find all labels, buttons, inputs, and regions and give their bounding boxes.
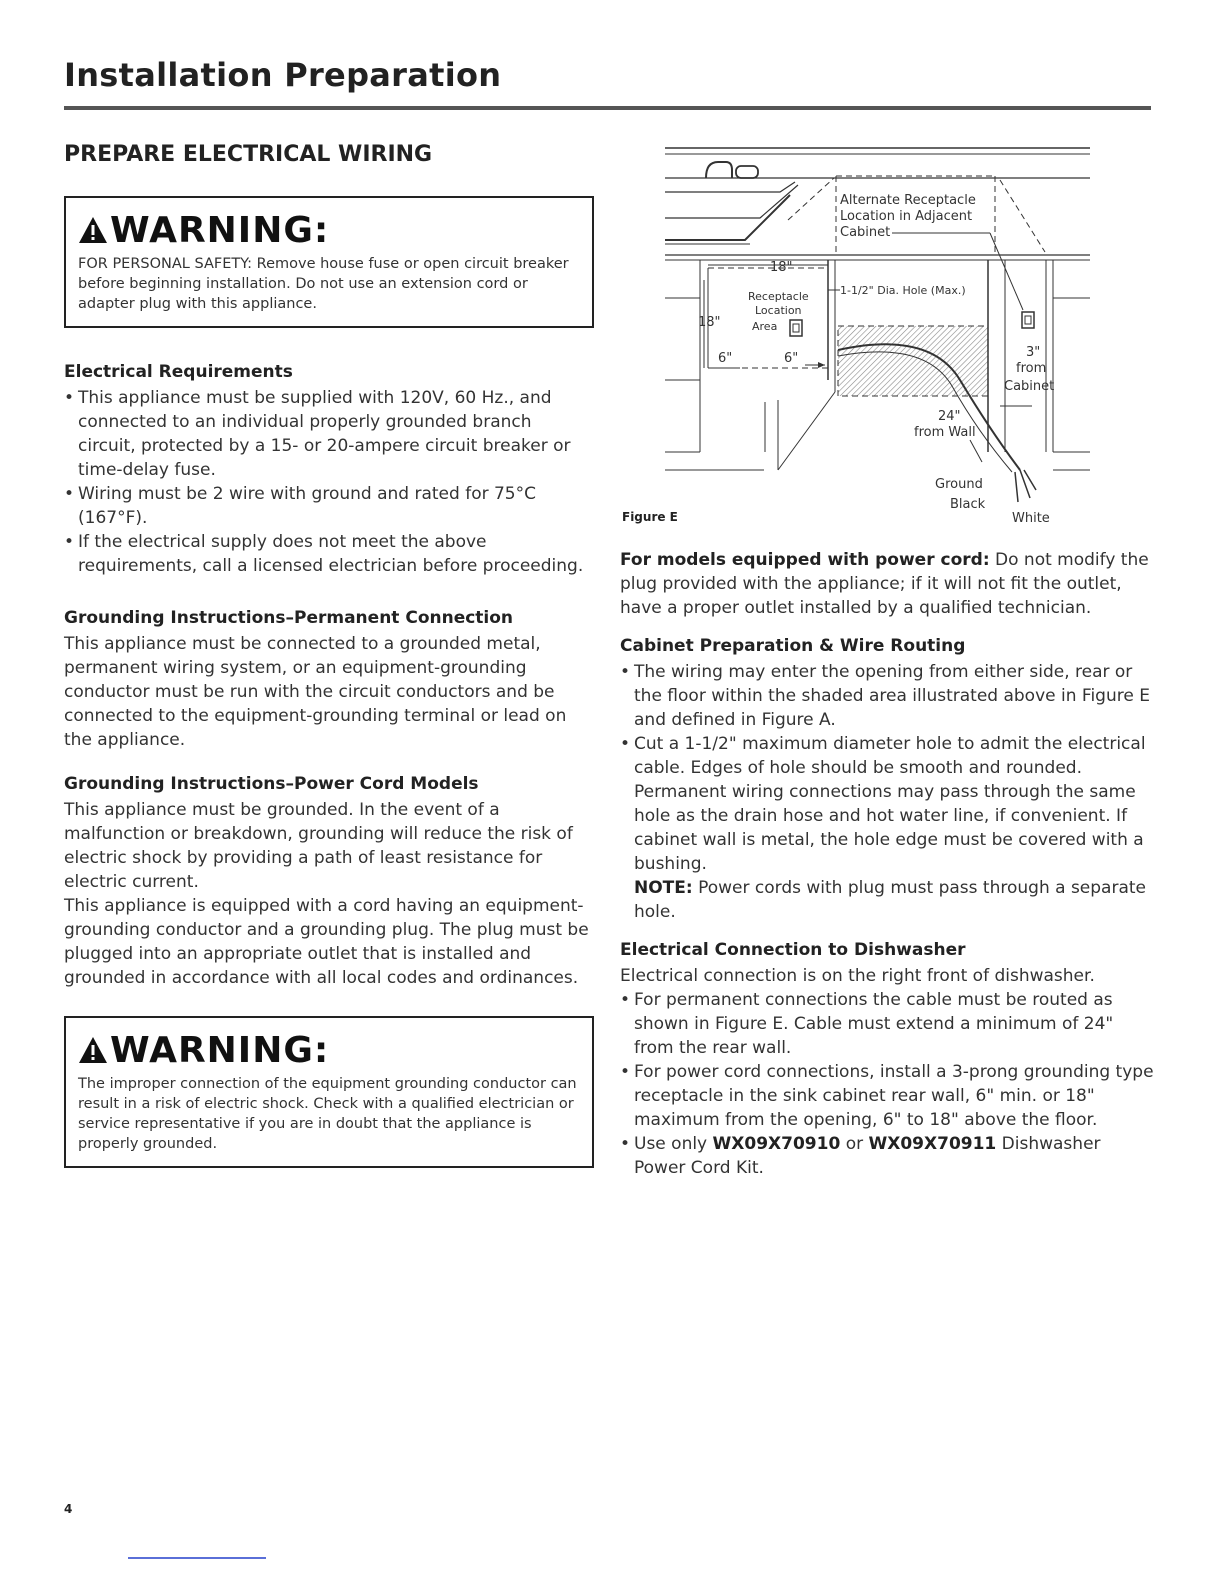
warning-box-grounding: [64, 1016, 594, 1168]
footer-link-line[interactable]: [128, 1557, 266, 1559]
right-column: [620, 548, 1155, 1202]
grounding-cord: [64, 774, 594, 990]
label-alt-receptacle-1: Alternate Receptacle: [840, 193, 976, 208]
electrical-requirements-heading: Electrical Requirements: [64, 362, 293, 382]
warning-box-safety: [64, 196, 594, 328]
power-cord-lead: For models equipped with power cord:: [620, 550, 990, 570]
electrical-connection-intro: Electrical connection is on the right front of dishwasher.: [620, 966, 1095, 986]
list-item: • For power cord connections, install a 3-prong grounding type receptacle in the sink cabinet rear wall, 6" min. or 18" maximum from the opening, 6" to 18" above the floor.: [620, 1060, 1155, 1132]
warning-text: FOR PERSONAL SAFETY: Remove house fuse or open circuit breaker before beginning installation. Do not use an extension cord or adapter plug with this appliance.: [78, 256, 569, 312]
label-receptacle: Receptacle: [748, 290, 809, 303]
label-cabinet: Cabinet: [1004, 379, 1055, 394]
electrical-requirements-list: [64, 386, 594, 578]
cabinet-preparation-heading: Cabinet Preparation & Wire Routing: [620, 636, 966, 656]
cabinet-preparation: [620, 636, 1155, 924]
note-text: Power cords with plug must pass through a separate hole.: [634, 878, 1147, 922]
figure-e-svg: [660, 140, 1100, 530]
title-rule: [64, 106, 1151, 110]
list-item: • If the electrical supply does not meet the above requirements, call a licensed electrician before proceeding.: [64, 530, 594, 578]
section-title: PREPARE ELECTRICAL WIRING: [64, 142, 433, 167]
label-alt-receptacle-3: Cabinet: [840, 225, 891, 240]
warning-triangle-icon: [78, 215, 108, 245]
warning-triangle-icon: [78, 1035, 108, 1065]
grounding-cord-text-1: This appliance must be grounded. In the event of a malfunction or breakdown, grounding will reduce the risk of electric shock by providing a path of least resistance for electric current.: [64, 800, 573, 892]
list-item: • For permanent connections the cable must be routed as shown in Figure E. Cable must extend a minimum of 24" from the rear wall.: [620, 988, 1155, 1060]
grounding-permanent-text: This appliance must be connected to a grounded metal, permanent wiring system, or an equipment-grounding conductor must be run with the circuit conductors and be connected to the equipment-grounding terminal or lead on the appliance.: [64, 634, 567, 750]
power-cord-models: [620, 548, 1155, 620]
page-title: Installation Preparation: [64, 56, 502, 94]
warning-title: WARNING:: [110, 209, 330, 251]
list-item: • Wiring must be 2 wire with ground and rated for 75°C (167°F).: [64, 482, 594, 530]
list-item: • The wiring may enter the opening from either side, rear or the floor within the shaded area illustrated above in Figure E and defined in Figure A.: [620, 660, 1155, 732]
figure-caption: Figure E: [622, 510, 678, 524]
power-cord-text: Do not modify the plug provided with the appliance; if it will not fit the outlet, have a proper outlet installed by a qualified technician.: [620, 550, 1149, 618]
label-dim-18-top: 18": [770, 260, 793, 275]
figure-e-diagram: [660, 140, 1100, 530]
electrical-connection: [620, 940, 1155, 1180]
list-item-mid: or: [840, 1134, 869, 1154]
power-cord-paragraph: [620, 548, 1155, 620]
electrical-connection-list: [620, 988, 1155, 1180]
label-from: from: [1016, 361, 1047, 376]
warning-title: WARNING:: [110, 1029, 330, 1071]
grounding-permanent-heading: Grounding Instructions–Permanent Connection: [64, 608, 514, 628]
label-area: Area: [752, 320, 778, 333]
label-hole: 1-1/2" Dia. Hole (Max.): [840, 284, 966, 297]
electrical-requirements: [64, 362, 594, 578]
label-white: White: [1012, 511, 1050, 526]
label-dim-6-left: 6": [718, 351, 733, 366]
warning-text: The improper connection of the equipment grounding conductor can result in a risk of electric shock. Check with a qualified electrician or service representative if you are in doubt that the appliance is properly grounded.: [78, 1076, 577, 1152]
note-label: NOTE:: [634, 878, 693, 898]
list-item: [620, 732, 1155, 924]
label-black: Black: [950, 497, 986, 512]
left-column: [64, 196, 594, 1168]
warning-header: [78, 1028, 580, 1072]
page-number: 4: [64, 1502, 73, 1516]
label-dim-6-right: 6": [784, 351, 799, 366]
label-dim-18-side: 18": [698, 315, 721, 330]
label-location: Location: [755, 304, 802, 317]
part-number-1: WX09X70910: [712, 1134, 841, 1154]
list-item-prefix: Use only: [634, 1134, 713, 1154]
label-dim-24: 24": [938, 409, 961, 424]
list-item: [620, 1132, 1155, 1180]
label-alt-receptacle-2: Location in Adjacent: [840, 209, 973, 224]
list-item: • This appliance must be supplied with 120V, 60 Hz., and connected to an individual properly grounded branch circuit, protected by a 15- or 20-ampere circuit breaker or time-delay fuse.: [64, 386, 594, 482]
list-item-text: Cut a 1-1/2" maximum diameter hole to admit the electrical cable. Edges of hole should be smooth and rounded. Permanent wiring connections may pass through the same hole as the drain hose and hot water line, if convenient. If cabinet wall is metal, the hole edge must be covered with a bushing.: [634, 734, 1146, 874]
cabinet-preparation-list: [620, 660, 1155, 924]
grounding-permanent: [64, 608, 594, 752]
grounding-cord-heading: Grounding Instructions–Power Cord Models: [64, 774, 479, 794]
label-dim-3: 3": [1026, 345, 1041, 360]
part-number-2: WX09X70911: [868, 1134, 997, 1154]
warning-header: [78, 208, 580, 252]
grounding-cord-text-2: This appliance is equipped with a cord having an equipment-grounding conductor and a grounding plug. The plug must be plugged into an appropriate outlet that is installed and grounded in accordance with all local codes and ordinances.: [64, 896, 589, 988]
label-from-wall: from Wall: [914, 425, 976, 440]
electrical-connection-heading: Electrical Connection to Dishwasher: [620, 940, 966, 960]
list-item-suffix: Dishwasher Power Cord Kit.: [634, 1134, 1101, 1178]
label-ground: Ground: [935, 477, 983, 492]
